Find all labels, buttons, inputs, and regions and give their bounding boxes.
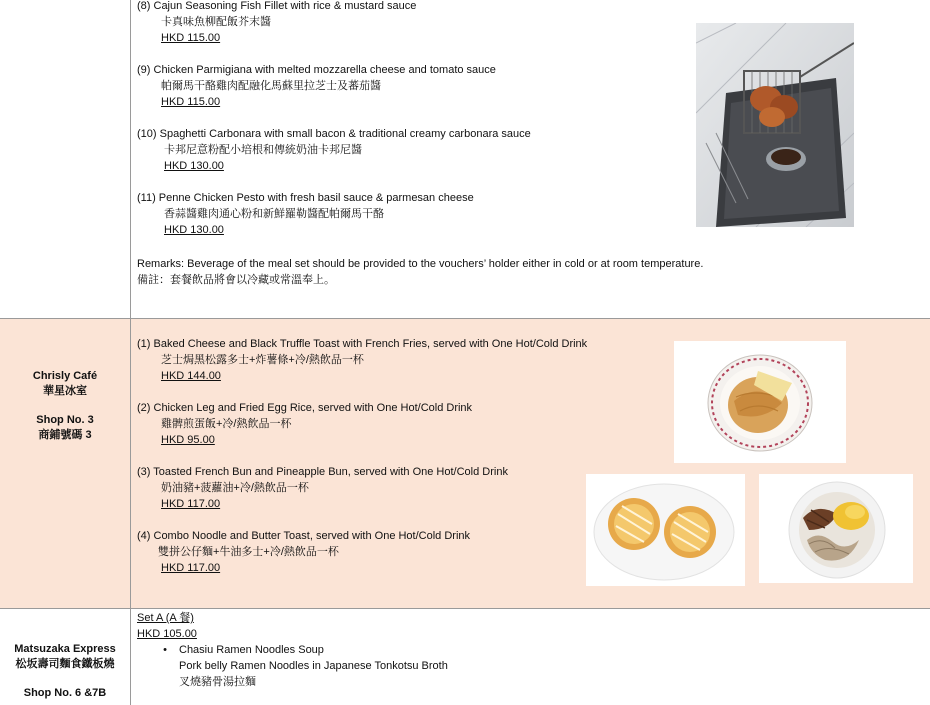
bullet-sub-zh: 叉燒豬骨湯拉麵: [179, 676, 256, 688]
menu-item: [137, 464, 587, 512]
item-zh: 卡邦尼意粉配小培根和傳統奶油卡邦尼醬: [164, 144, 362, 156]
shop-name-zh: 松坂壽司麵食鐵板燒: [15, 658, 115, 670]
item-zh: 雞髀煎蛋飯+冷/熱飲品一杯: [161, 418, 292, 430]
set-a-menu: [137, 610, 448, 690]
item-en: (3) Toasted French Bun and Pineapple Bun, served with One Hot/Cold Drink: [137, 466, 508, 478]
shop-info-matsuzaka: [0, 642, 130, 701]
combo-noodle-photo: [759, 474, 913, 583]
item-zh: 雙拼公仔麵+牛油多士+冷/熱飲品一杯: [158, 546, 339, 558]
fried-chicken-basket-photo: [696, 23, 854, 227]
item-zh: 芝士焗黑松露多士+炸薯條+冷/熱飲品一杯: [161, 354, 364, 366]
menu-item: [137, 336, 587, 384]
menu-item: [137, 0, 531, 46]
menu-item: [137, 126, 531, 174]
menu-item: [137, 62, 531, 110]
section2-menu: [137, 336, 587, 592]
shop-number-zh: 商鋪號碼 3: [38, 429, 92, 441]
shop-number-en: Shop No. 3: [36, 414, 94, 426]
item-en: (2) Chicken Leg and Fried Egg Rice, served with One Hot/Cold Drink: [137, 402, 473, 414]
remark-en: Remarks: Beverage of the meal set should be provided to the vouchers’ holder either in cold or at room temperature.: [137, 258, 704, 270]
shop-number-en: Shop No. 6 &7B: [23, 687, 107, 699]
item-zh: 香蒜醬雞肉通心粉和新鮮羅勒醬配帕爾馬干酪: [164, 208, 384, 220]
item-zh: 卡真味魚柳配飯芥末醬: [161, 16, 271, 28]
menu-item: [137, 400, 587, 448]
bullet-dot-icon: •: [163, 644, 167, 656]
remark-zh: 備註：套餐飲品將會以冷藏或常溫奉上。: [137, 274, 335, 286]
item-en: (1) Baked Cheese and Black Truffle Toast with French Fries, served with One Hot/Cold Drink: [137, 338, 588, 350]
shop-info-chrisly: [0, 369, 130, 443]
section1-menu: [137, 0, 531, 254]
bullet-sub-en: Pork belly Ramen Noodles in Japanese Tonkotsu Broth: [179, 660, 448, 672]
pineapple-buns-photo: [586, 474, 745, 586]
shop-name-en: Chrisly Café: [32, 370, 98, 382]
menu-item: [137, 190, 531, 238]
item-en: (9) Chicken Parmigiana with melted mozzarella cheese and tomato sauce: [137, 64, 496, 76]
bullet-title: Chasiu Ramen Noodles Soup: [179, 644, 324, 656]
item-en: (8) Cajun Seasoning Fish Fillet with rice & mustard sauce: [137, 0, 417, 12]
item-price: HKD 115.00: [161, 32, 221, 44]
item-price: HKD 115.00: [161, 96, 221, 108]
shop-name-zh: 華星冰室: [43, 385, 87, 397]
remarks: [137, 256, 703, 288]
item-en: (10) Spaghetti Carbonara with small bacon & traditional creamy carbonara sauce: [137, 128, 531, 140]
shop-name-en: Matsuzaka Express: [14, 643, 116, 655]
set-price: HKD 105.00: [137, 628, 197, 640]
item-zh: 帕爾馬干酪雞肉配融化馬蘇里拉芝士及蕃茄醬: [161, 80, 381, 92]
set-label: Set A (A 餐): [137, 612, 194, 624]
column-divider: [130, 0, 131, 705]
item-price: HKD 130.00: [164, 224, 224, 236]
item-price: HKD 130.00: [164, 160, 224, 172]
item-price: HKD 117.00: [161, 562, 221, 574]
baked-cheese-toast-photo: [674, 341, 846, 463]
item-price: HKD 117.00: [161, 498, 221, 510]
item-en: (11) Penne Chicken Pesto with fresh basil sauce & parmesan cheese: [137, 192, 474, 204]
menu-item: [137, 528, 587, 576]
item-price: HKD 95.00: [161, 434, 215, 446]
bullet-item: [137, 642, 448, 658]
item-zh: 奶油豬+菠蘿油+冷/熱飲品一杯: [161, 482, 309, 494]
item-en: (4) Combo Noodle and Butter Toast, served with One Hot/Cold Drink: [137, 530, 471, 542]
item-price: HKD 144.00: [161, 370, 221, 382]
